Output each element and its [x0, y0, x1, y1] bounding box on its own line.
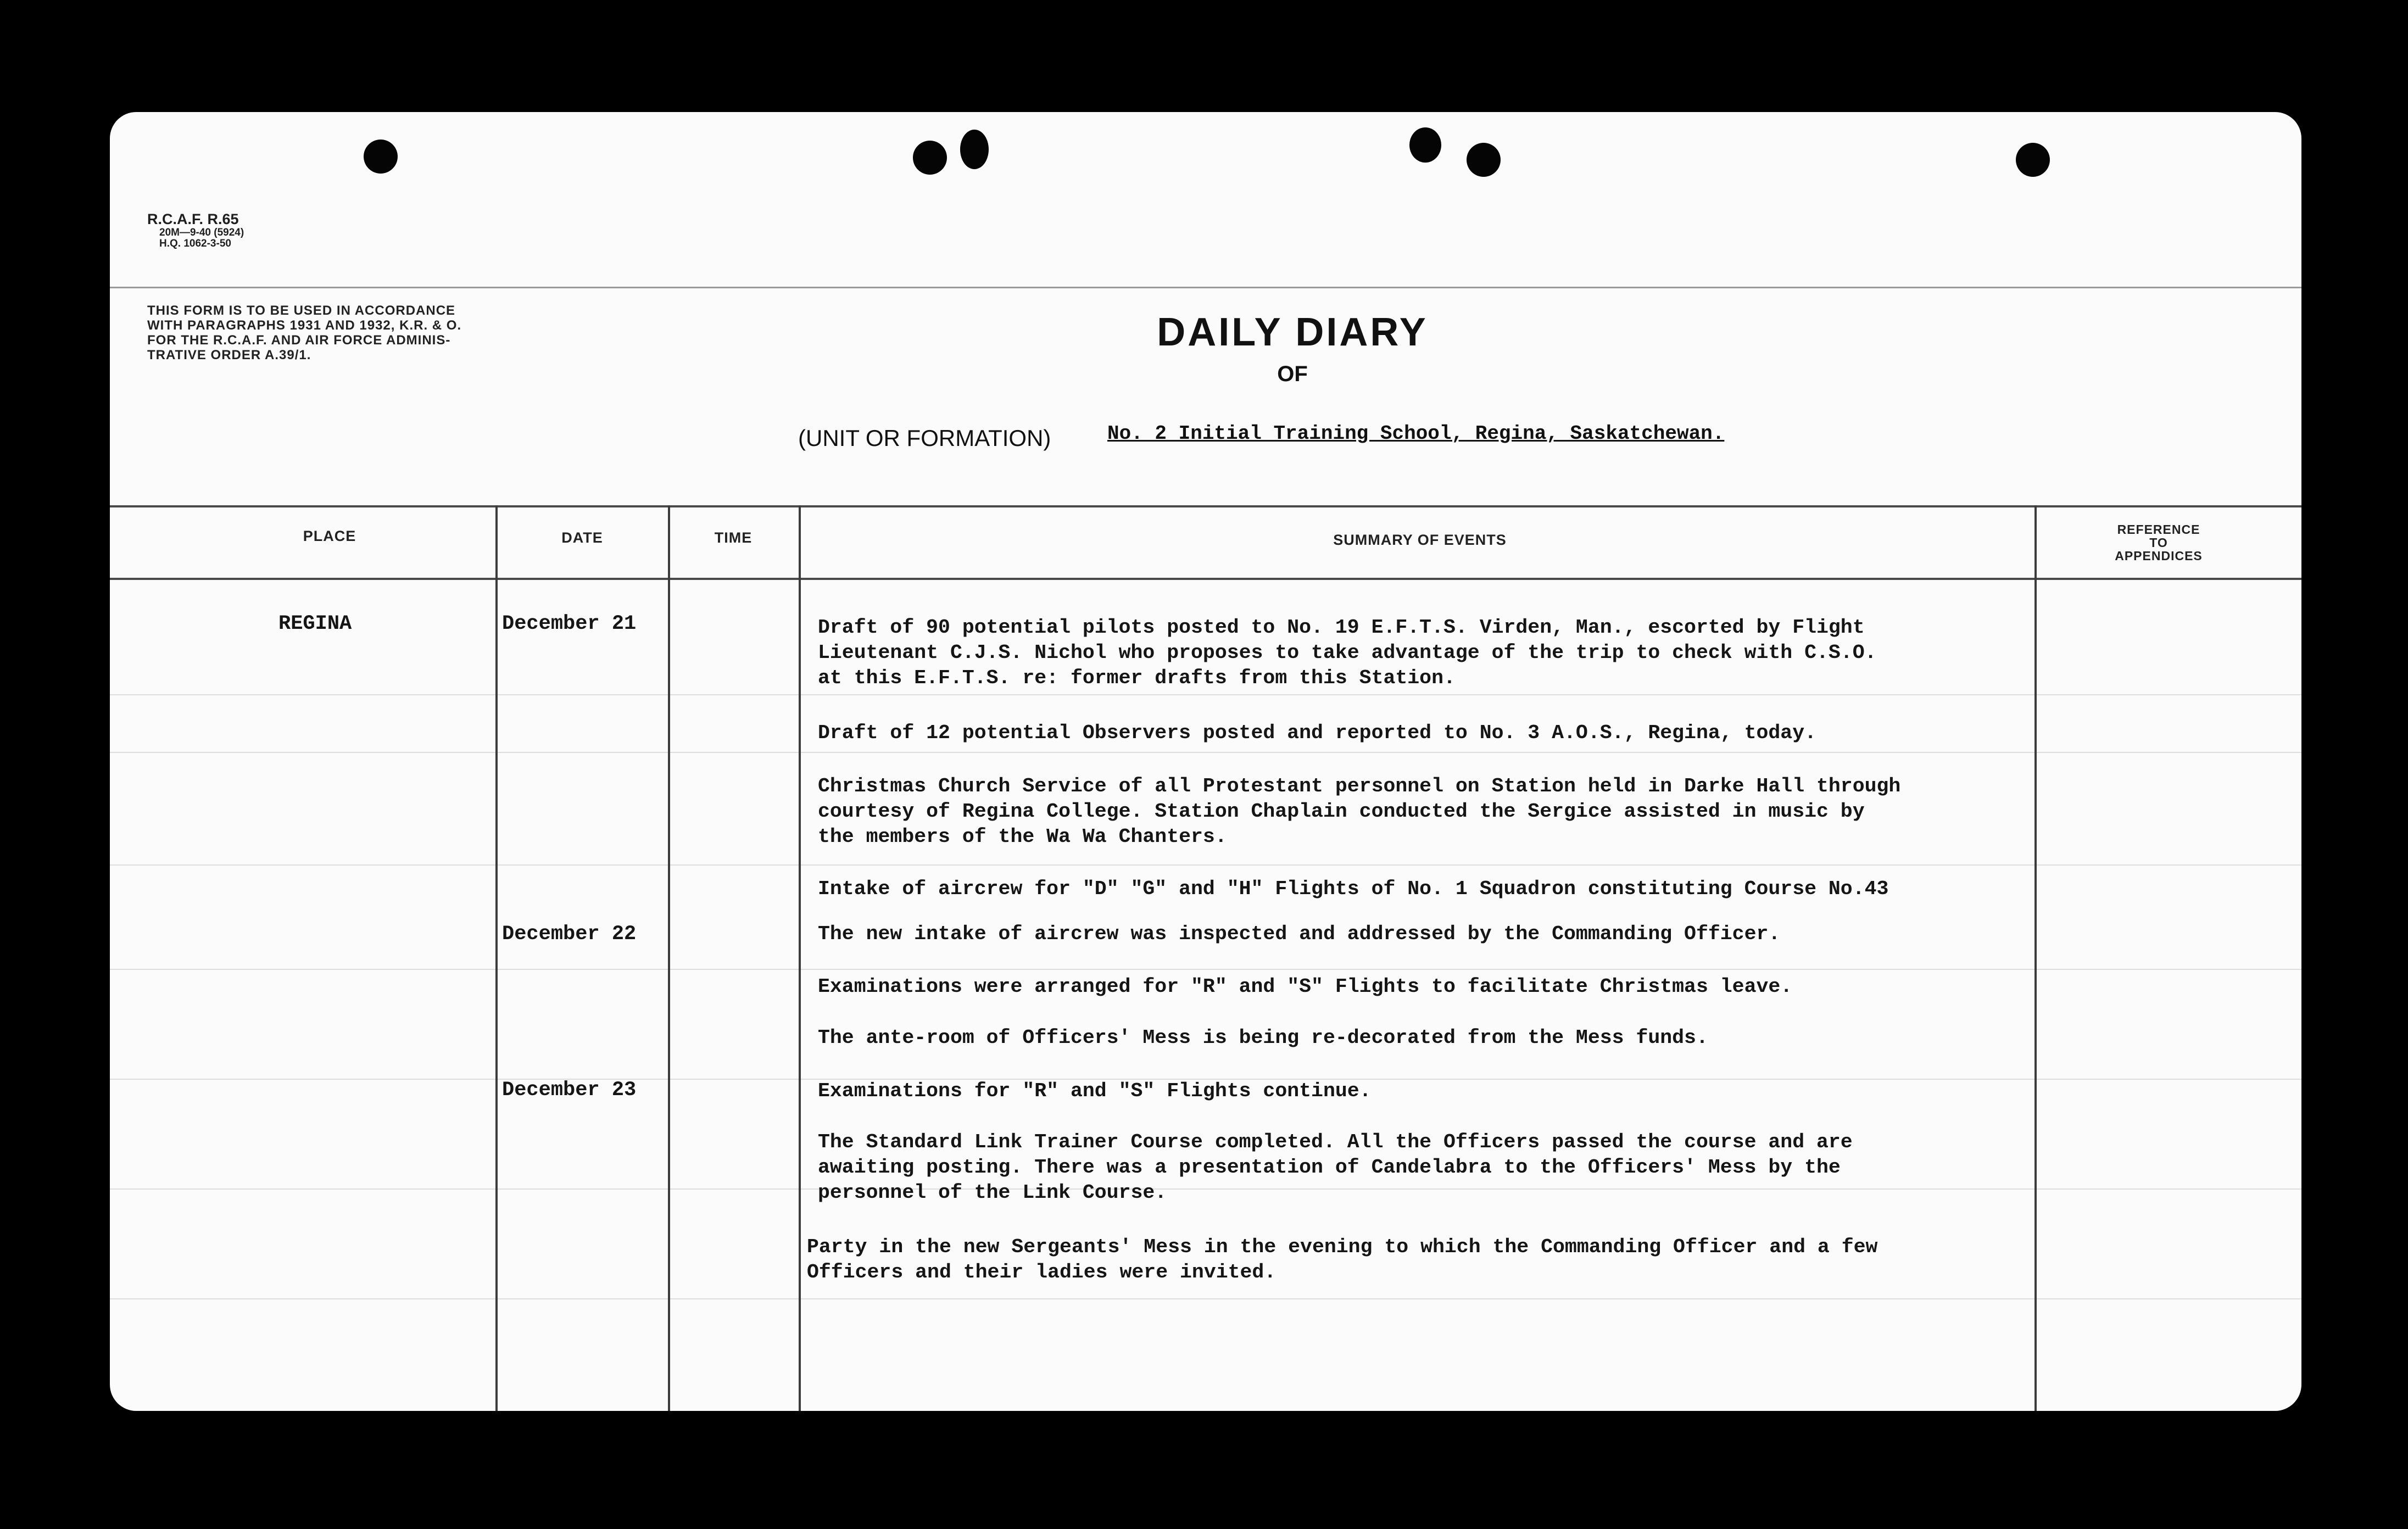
unit-label: (UNIT OR FORMATION): [798, 425, 1051, 451]
unit-value: No. 2 Initial Training School, Regina, Saskatchewan.: [1107, 422, 1725, 445]
summary-entry: Examinations for "R" and "S" Flights continue.: [818, 1080, 1372, 1102]
column-header-summary: SUMMARY OF EVENTS: [1333, 532, 1507, 548]
column-header-place: PLACE: [303, 528, 356, 544]
punch-hole-icon: [1409, 127, 1441, 163]
summary-entry: Party in the new Sergeants' Mess in the evening to which the Commanding Officer and a few Officers and their ladies were invited.: [807, 1236, 1878, 1284]
punch-hole-icon: [913, 141, 947, 175]
punch-hole-icon: [364, 139, 398, 174]
diary-card: [110, 112, 2301, 1411]
summary-entry: Draft of 90 potential pilots posted to No. 19 E.F.T.S. Virden, Man., escorted by Flight Lieutenant C.J.S. Nichol who proposes to take advantage of the trip to check with C.S.O. at this E.F.T.S. re: former drafts from this Station.: [818, 616, 1877, 689]
form-print-code: 20M—9-40 (5924): [159, 227, 244, 238]
form-hq-code: H.Q. 1062-3-50: [159, 238, 231, 249]
form-code: [147, 211, 244, 249]
column-header-reference: REFERENCE TO APPENDICES: [2115, 522, 2203, 563]
summary-entry: The ante-room of Officers' Mess is being re-decorated from the Mess funds.: [818, 1026, 1708, 1049]
table-header-rule: [110, 578, 2301, 580]
summary-entry: Intake of aircrew for "D" "G" and "H" Flights of No. 1 Squadron constituting Course No.43: [818, 878, 1889, 900]
column-header-time: TIME: [714, 529, 752, 546]
form-instructions: THIS FORM IS TO BE USED IN ACCORDANCE WITH PARAGRAPHS 1931 AND 1932, K.R. & O. FOR THE R.C.A.F. AND AIR FORCE ADMINIS- TRATIVE ORDER A.39/1.: [147, 303, 462, 362]
column-divider: [799, 505, 801, 1411]
page-title: DAILY DIARY: [1157, 310, 1428, 354]
date-value: December 23: [502, 1079, 637, 1102]
date-value: December 22: [502, 923, 637, 946]
summary-entry: Draft of 12 potential Observers posted and reported to No. 3 A.O.S., Regina, today.: [818, 722, 1816, 744]
summary-entry: The Standard Link Trainer Course completed. All the Officers passed the course and are awaiting posting. There was a presentation of Candelabra to the Officers' Mess by the personnel of the Link Course.: [818, 1131, 1853, 1204]
date-value: December 21: [502, 612, 637, 635]
header-divider: [110, 287, 2301, 288]
summary-entry: The new intake of aircrew was inspected and addressed by the Commanding Officer.: [818, 923, 1781, 945]
punch-hole-icon: [960, 130, 989, 169]
summary-entry: Christmas Church Service of all Protestant personnel on Station held in Darke Hall through courtesy of Regina College. Station Chaplain conducted the Sergice assisted in music by the members of the Wa Wa Chanters.: [818, 775, 1901, 848]
summary-entry: Examinations were arranged for "R" and "S" Flights to facilitate Christmas leave.: [818, 975, 1793, 998]
table-top-rule: [110, 505, 2301, 507]
punch-hole-icon: [2016, 143, 2050, 177]
column-header-date: DATE: [561, 529, 603, 546]
place-value: REGINA: [278, 612, 352, 635]
column-divider: [495, 505, 498, 1411]
column-divider: [668, 505, 670, 1411]
form-number: R.C.A.F. R.65: [147, 211, 239, 227]
punch-hole-icon: [1467, 143, 1501, 177]
title-of: OF: [1277, 362, 1308, 386]
